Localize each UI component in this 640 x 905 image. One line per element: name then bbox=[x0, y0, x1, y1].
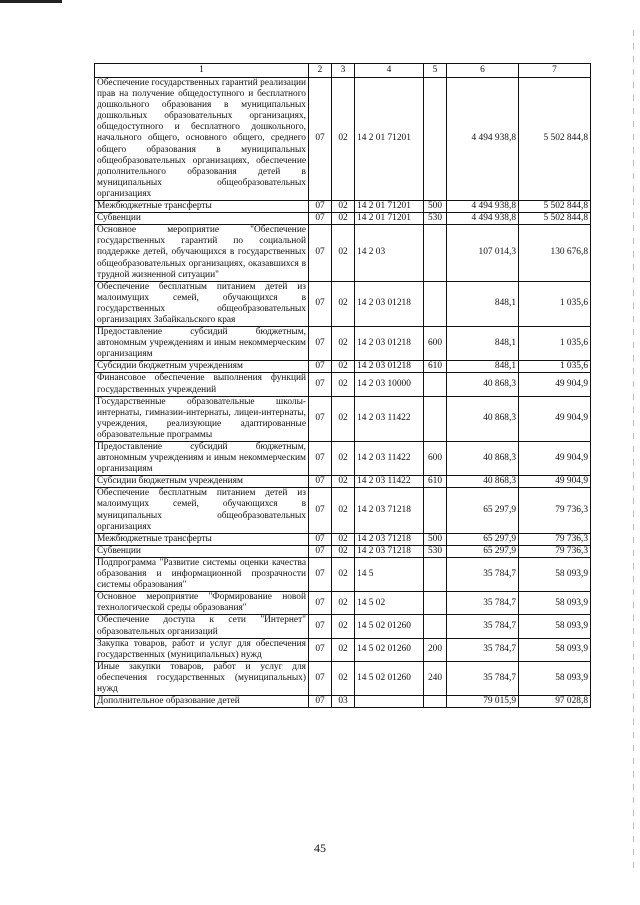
row-amount-2-cell: 79 736,3 bbox=[519, 488, 591, 533]
row-name-cell: Дополнительное образование детей bbox=[95, 696, 309, 708]
row-expense-type-cell bbox=[424, 696, 447, 708]
row-expense-type-cell: 500 bbox=[424, 533, 447, 545]
table-row bbox=[95, 281, 591, 326]
row-section-cell: 07 bbox=[309, 533, 332, 545]
row-amount-2-cell: 49 904,9 bbox=[519, 396, 591, 441]
row-name-cell: Межбюджетные трансферты bbox=[95, 201, 309, 213]
row-expense-type-cell: 240 bbox=[424, 661, 447, 695]
row-amount-2-cell: 5 502 844,8 bbox=[519, 213, 591, 225]
header-col-1: 1 bbox=[95, 64, 309, 78]
row-target-code-cell: 14 2 03 11422 bbox=[355, 442, 424, 476]
row-expense-type-cell: 500 bbox=[424, 201, 447, 213]
row-target-code-cell: 14 2 03 71218 bbox=[355, 533, 424, 545]
row-target-code-cell: 14 2 01 71201 bbox=[355, 201, 424, 213]
row-amount-1-cell: 848,1 bbox=[447, 327, 519, 361]
table-row bbox=[95, 213, 591, 225]
row-amount-2-cell: 49 904,9 bbox=[519, 373, 591, 396]
row-expense-type-cell: 610 bbox=[424, 476, 447, 488]
row-name-cell: Основное мероприятие "Формирование новой технологической среды образования" bbox=[95, 592, 309, 615]
row-target-code-cell: 14 2 01 71201 bbox=[355, 78, 424, 201]
row-expense-type-cell: 200 bbox=[424, 638, 447, 661]
row-name-cell: Финансовое обеспечение выполнения функций государственных учреждений bbox=[95, 373, 309, 396]
row-amount-2-cell: 5 502 844,8 bbox=[519, 78, 591, 201]
row-subsection-cell: 02 bbox=[332, 213, 355, 225]
row-subsection-cell: 02 bbox=[332, 225, 355, 281]
row-section-cell: 07 bbox=[309, 442, 332, 476]
row-subsection-cell: 02 bbox=[332, 373, 355, 396]
row-subsection-cell: 02 bbox=[332, 476, 355, 488]
row-subsection-cell: 03 bbox=[332, 696, 355, 708]
row-name-cell: Подпрограмма "Развитие системы оценки качества образования и информационной прозрачности системы образования" bbox=[95, 557, 309, 591]
row-amount-1-cell: 35 784,7 bbox=[447, 661, 519, 695]
row-section-cell: 07 bbox=[309, 201, 332, 213]
row-section-cell: 07 bbox=[309, 696, 332, 708]
row-amount-1-cell: 4 494 938,8 bbox=[447, 201, 519, 213]
row-subsection-cell: 02 bbox=[332, 396, 355, 441]
row-amount-1-cell: 35 784,7 bbox=[447, 615, 519, 638]
row-target-code-cell: 14 2 03 11422 bbox=[355, 476, 424, 488]
row-name-cell: Субсидии бюджетным учреждениям bbox=[95, 476, 309, 488]
row-amount-2-cell: 58 093,9 bbox=[519, 615, 591, 638]
row-amount-1-cell: 35 784,7 bbox=[447, 557, 519, 591]
row-amount-2-cell: 58 093,9 bbox=[519, 557, 591, 591]
row-amount-1-cell: 65 297,9 bbox=[447, 488, 519, 533]
table-row bbox=[95, 638, 591, 661]
row-expense-type-cell: 600 bbox=[424, 327, 447, 361]
row-expense-type-cell: 610 bbox=[424, 361, 447, 373]
scan-artifact-mark bbox=[0, 0, 62, 3]
row-section-cell: 07 bbox=[309, 545, 332, 557]
row-expense-type-cell: 530 bbox=[424, 545, 447, 557]
row-name-cell: Предоставление субсидий бюджетным, автономным учреждениям и иным некоммерческим организациям bbox=[95, 327, 309, 361]
row-section-cell: 07 bbox=[309, 396, 332, 441]
row-amount-1-cell: 65 297,9 bbox=[447, 533, 519, 545]
row-expense-type-cell bbox=[424, 225, 447, 281]
row-name-cell: Иные закупки товаров, работ и услуг для обеспечения государственных (муниципальных) нужд bbox=[95, 661, 309, 695]
table-row bbox=[95, 361, 591, 373]
row-amount-2-cell: 1 035,6 bbox=[519, 361, 591, 373]
row-target-code-cell: 14 2 03 01218 bbox=[355, 281, 424, 326]
row-amount-2-cell: 1 035,6 bbox=[519, 281, 591, 326]
row-section-cell: 07 bbox=[309, 78, 332, 201]
row-subsection-cell: 02 bbox=[332, 488, 355, 533]
row-amount-1-cell: 40 868,3 bbox=[447, 396, 519, 441]
row-section-cell: 07 bbox=[309, 213, 332, 225]
row-section-cell: 07 bbox=[309, 615, 332, 638]
row-subsection-cell: 02 bbox=[332, 201, 355, 213]
table-row bbox=[95, 545, 591, 557]
table-row bbox=[95, 476, 591, 488]
row-amount-1-cell: 65 297,9 bbox=[447, 545, 519, 557]
row-amount-2-cell: 58 093,9 bbox=[519, 638, 591, 661]
row-amount-1-cell: 40 868,3 bbox=[447, 442, 519, 476]
row-subsection-cell: 02 bbox=[332, 361, 355, 373]
row-amount-1-cell: 35 784,7 bbox=[447, 592, 519, 615]
table-row bbox=[95, 696, 591, 708]
row-section-cell: 07 bbox=[309, 592, 332, 615]
table-row bbox=[95, 615, 591, 638]
row-expense-type-cell bbox=[424, 557, 447, 591]
row-amount-2-cell: 97 028,8 bbox=[519, 696, 591, 708]
row-subsection-cell: 02 bbox=[332, 661, 355, 695]
table-row bbox=[95, 396, 591, 441]
row-amount-2-cell: 1 035,6 bbox=[519, 327, 591, 361]
budget-table bbox=[94, 63, 591, 708]
table-row bbox=[95, 661, 591, 695]
row-section-cell: 07 bbox=[309, 557, 332, 591]
table-row bbox=[95, 442, 591, 476]
row-target-code-cell bbox=[355, 696, 424, 708]
row-amount-1-cell: 848,1 bbox=[447, 361, 519, 373]
table-header-row bbox=[95, 64, 591, 78]
header-col-3: 3 bbox=[332, 64, 355, 78]
row-section-cell: 07 bbox=[309, 488, 332, 533]
row-expense-type-cell bbox=[424, 396, 447, 441]
row-target-code-cell: 14 5 02 01260 bbox=[355, 661, 424, 695]
header-col-7: 7 bbox=[519, 64, 591, 78]
table-row bbox=[95, 78, 591, 201]
row-subsection-cell: 02 bbox=[332, 78, 355, 201]
row-target-code-cell: 14 2 03 01218 bbox=[355, 327, 424, 361]
row-amount-1-cell: 79 015,9 bbox=[447, 696, 519, 708]
row-subsection-cell: 02 bbox=[332, 638, 355, 661]
row-subsection-cell: 02 bbox=[332, 442, 355, 476]
row-target-code-cell: 14 5 02 01260 bbox=[355, 615, 424, 638]
table-row bbox=[95, 327, 591, 361]
row-amount-2-cell: 58 093,9 bbox=[519, 661, 591, 695]
row-name-cell: Обеспечение бесплатным питанием детей из малоимущих семей, обучающихся в муниципальных общеобразовательных организациях bbox=[95, 488, 309, 533]
row-amount-1-cell: 848,1 bbox=[447, 281, 519, 326]
row-amount-2-cell: 58 093,9 bbox=[519, 592, 591, 615]
row-target-code-cell: 14 5 02 bbox=[355, 592, 424, 615]
row-amount-2-cell: 49 904,9 bbox=[519, 442, 591, 476]
row-amount-1-cell: 107 014,3 bbox=[447, 225, 519, 281]
row-section-cell: 07 bbox=[309, 281, 332, 326]
row-subsection-cell: 02 bbox=[332, 615, 355, 638]
row-subsection-cell: 02 bbox=[332, 281, 355, 326]
row-target-code-cell: 14 2 03 11422 bbox=[355, 396, 424, 441]
table-row bbox=[95, 373, 591, 396]
row-name-cell: Предоставление субсидий бюджетным, автономным учреждениям и иным некоммерческим организациям bbox=[95, 442, 309, 476]
row-subsection-cell: 02 bbox=[332, 557, 355, 591]
scan-artifact-edge bbox=[633, 30, 634, 870]
row-target-code-cell: 14 2 03 01218 bbox=[355, 361, 424, 373]
row-expense-type-cell bbox=[424, 373, 447, 396]
row-subsection-cell: 02 bbox=[332, 545, 355, 557]
table-row bbox=[95, 592, 591, 615]
row-amount-1-cell: 35 784,7 bbox=[447, 638, 519, 661]
table-row bbox=[95, 225, 591, 281]
header-col-4: 4 bbox=[355, 64, 424, 78]
row-expense-type-cell bbox=[424, 488, 447, 533]
row-section-cell: 07 bbox=[309, 225, 332, 281]
row-amount-2-cell: 5 502 844,8 bbox=[519, 201, 591, 213]
row-target-code-cell: 14 2 03 10000 bbox=[355, 373, 424, 396]
row-expense-type-cell: 530 bbox=[424, 213, 447, 225]
row-amount-2-cell: 130 676,8 bbox=[519, 225, 591, 281]
row-section-cell: 07 bbox=[309, 638, 332, 661]
table-row bbox=[95, 557, 591, 591]
header-col-2: 2 bbox=[309, 64, 332, 78]
row-expense-type-cell bbox=[424, 592, 447, 615]
row-target-code-cell: 14 2 03 bbox=[355, 225, 424, 281]
page-number: 45 bbox=[314, 841, 326, 855]
row-name-cell: Обеспечение государственных гарантий реализации прав на получение общедоступного и бесплатного дошкольного образования в муниципальных дошкольных образовательных организациях, общедоступного и бесплатного дошкольного, начального общего, основного общего, среднего общего образования в муниципальных общеобразовательных организациях, обеспечение дополнительного образования детей в муниципальных общеобразовательных организациях bbox=[95, 78, 309, 201]
row-subsection-cell: 02 bbox=[332, 327, 355, 361]
table-body bbox=[95, 78, 591, 708]
row-name-cell: Закупка товаров, работ и услуг для обеспечения государственных (муниципальных) нужд bbox=[95, 638, 309, 661]
row-amount-2-cell: 79 736,3 bbox=[519, 533, 591, 545]
row-expense-type-cell bbox=[424, 78, 447, 201]
row-amount-1-cell: 40 868,3 bbox=[447, 476, 519, 488]
row-name-cell: Основное мероприятие "Обеспечение государственных гарантий по социальной поддержке детей, обучающихся в государственных общеобразовательных организациях, оказавшихся в трудной жизненной ситуации" bbox=[95, 225, 309, 281]
row-expense-type-cell bbox=[424, 615, 447, 638]
row-name-cell: Субвенции bbox=[95, 213, 309, 225]
row-section-cell: 07 bbox=[309, 361, 332, 373]
row-target-code-cell: 14 2 03 71218 bbox=[355, 545, 424, 557]
row-name-cell: Обеспечение бесплатным питанием детей из малоимущих семей, обучающихся в государственных общеобразовательных организациях Забайкальского края bbox=[95, 281, 309, 326]
row-target-code-cell: 14 5 02 01260 bbox=[355, 638, 424, 661]
row-name-cell: Субсидии бюджетным учреждениям bbox=[95, 361, 309, 373]
table-row bbox=[95, 488, 591, 533]
row-name-cell: Государственные образовательные школы-интернаты, гимназии-интернаты, лицеи-интернаты, учреждения, реализующие адаптированные образовательные программы bbox=[95, 396, 309, 441]
row-section-cell: 07 bbox=[309, 327, 332, 361]
row-expense-type-cell: 600 bbox=[424, 442, 447, 476]
row-name-cell: Обеспечение доступа к сети "Интернет" образовательных организаций bbox=[95, 615, 309, 638]
row-section-cell: 07 bbox=[309, 373, 332, 396]
row-name-cell: Межбюджетные трансферты bbox=[95, 533, 309, 545]
row-name-cell: Субвенции bbox=[95, 545, 309, 557]
header-col-6: 6 bbox=[447, 64, 519, 78]
row-amount-2-cell: 49 904,9 bbox=[519, 476, 591, 488]
row-expense-type-cell bbox=[424, 281, 447, 326]
row-amount-2-cell: 79 736,3 bbox=[519, 545, 591, 557]
header-col-5: 5 bbox=[424, 64, 447, 78]
row-amount-1-cell: 4 494 938,8 bbox=[447, 213, 519, 225]
table-row bbox=[95, 201, 591, 213]
row-target-code-cell: 14 2 01 71201 bbox=[355, 213, 424, 225]
row-target-code-cell: 14 5 bbox=[355, 557, 424, 591]
row-subsection-cell: 02 bbox=[332, 533, 355, 545]
row-target-code-cell: 14 2 03 71218 bbox=[355, 488, 424, 533]
row-section-cell: 07 bbox=[309, 661, 332, 695]
table-row bbox=[95, 533, 591, 545]
row-subsection-cell: 02 bbox=[332, 592, 355, 615]
row-section-cell: 07 bbox=[309, 476, 332, 488]
row-amount-1-cell: 40 868,3 bbox=[447, 373, 519, 396]
row-amount-1-cell: 4 494 938,8 bbox=[447, 78, 519, 201]
